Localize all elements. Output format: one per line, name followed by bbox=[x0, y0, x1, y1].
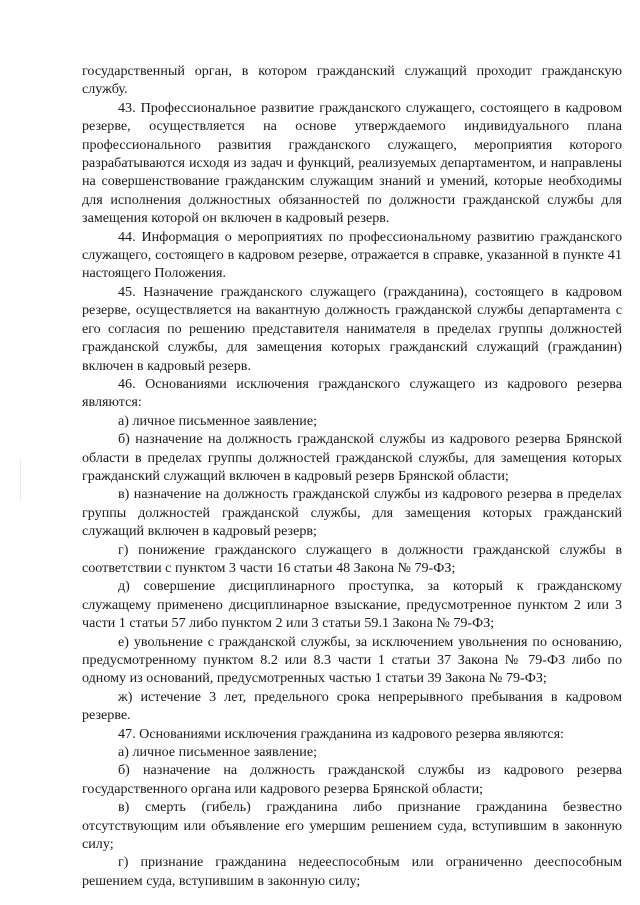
paragraph-47: 47. Основаниями исключения гражданина из кадрового резерва являются: bbox=[118, 725, 564, 742]
paragraph-45: 45. Назначение гражданского служащего (гражданина), состоящего в кадровом резерве, осуществляется на вакантную должность гражданской службы департамента с его согласия по решению представителя нанимателя в пределах группы должностей гражданской службы, для замещения которых гражданский служащий (гражданин) включен в кадровый резерв. bbox=[82, 283, 622, 374]
paragraph-46-e: е) увольнение с гражданской службы, за исключением увольнения по основанию, предусмотренному пунктом 8.2 или 8.3 части 1 статьи 37 Закона № 79-ФЗ либо по одному из оснований, предусмотренных частью 1 статьи 39 Закона № 79-ФЗ; bbox=[82, 633, 622, 687]
paragraph-continuation: государственный орган, в котором гражданский служащий проходит гражданскую службу. bbox=[82, 63, 622, 98]
margin-mark bbox=[20, 460, 21, 500]
paragraph-47-a: а) личное письменное заявление; bbox=[118, 744, 318, 761]
paragraph-46-a: а) личное письменное заявление; bbox=[118, 412, 318, 429]
paragraph-46-v: в) назначение на должность гражданской службы из кадрового резерва в пределах группы должностей гражданской службы, для замещения которых гражданский служащий включен в кадровый резерв; bbox=[82, 486, 622, 540]
paragraph-46-d: д) совершение дисциплинарного проступка, за который к гражданскому служащему применено дисциплинарное взыскание, предусмотренное пунктом 2 или 3 части 1 статьи 57 либо пунктом 2 или 3 статьи 59.1 Закона № 79-ФЗ; bbox=[82, 578, 622, 632]
document-page bbox=[82, 62, 622, 890]
paragraph-47-v: в) смерть (гибель) гражданина либо признание гражданина безвестно отсутствующим или объявление его умершим решением суда, вступившим в законную силу; bbox=[82, 799, 622, 853]
paragraph-44: 44. Информация о мероприятиях по профессиональному развитию гражданского служащего, состоящего в кадровом резерве, отражается в справке, указанной в пункте 41 настоящего Положения. bbox=[82, 228, 622, 282]
paragraph-46-b: б) назначение на должность гражданской службы из кадрового резерва Брянской области в пределах группы должностей гражданской службы, для замещения которых гражданский служащий включен в кадровый резерв Брянской области; bbox=[82, 431, 622, 484]
paragraph-46-zh: ж) истечение 3 лет, предельного срока непрерывного пребывания в кадровом резерве. bbox=[82, 688, 622, 724]
paragraph-47-g: г) признание гражданина недееспособным или ограниченно дееспособным решением суда, вступившим в законную силу; bbox=[82, 854, 622, 889]
paragraph-47-b: б) назначение на должность гражданской службы из кадрового резерва государственного органа или кадрового резерва Брянской области; bbox=[82, 762, 622, 797]
paragraph-43: 43. Профессиональное развитие гражданского служащего, состоящего в кадровом резерве, осуществляется на основе утверждаемого индивидуального плана профессионального развития гражданского служащего, мероприятия которого разрабатываются исходя из задач и функций, реализуемых департаментом, и направлены на совершенствование гражданским служащим знаний и умений, которые необходимы для исполнения должностных обязанностей по должности гражданской службы для замещения которой он включен в кадровый резерв. bbox=[82, 99, 622, 227]
paragraph-46-g: г) понижение гражданского служащего в должности гражданской службы в соответствии с пунктом 3 части 16 статьи 48 Закона № 79-ФЗ; bbox=[82, 541, 622, 576]
paragraph-46: 46. Основаниями исключения гражданского служащего из кадрового резерва являются: bbox=[82, 375, 622, 411]
